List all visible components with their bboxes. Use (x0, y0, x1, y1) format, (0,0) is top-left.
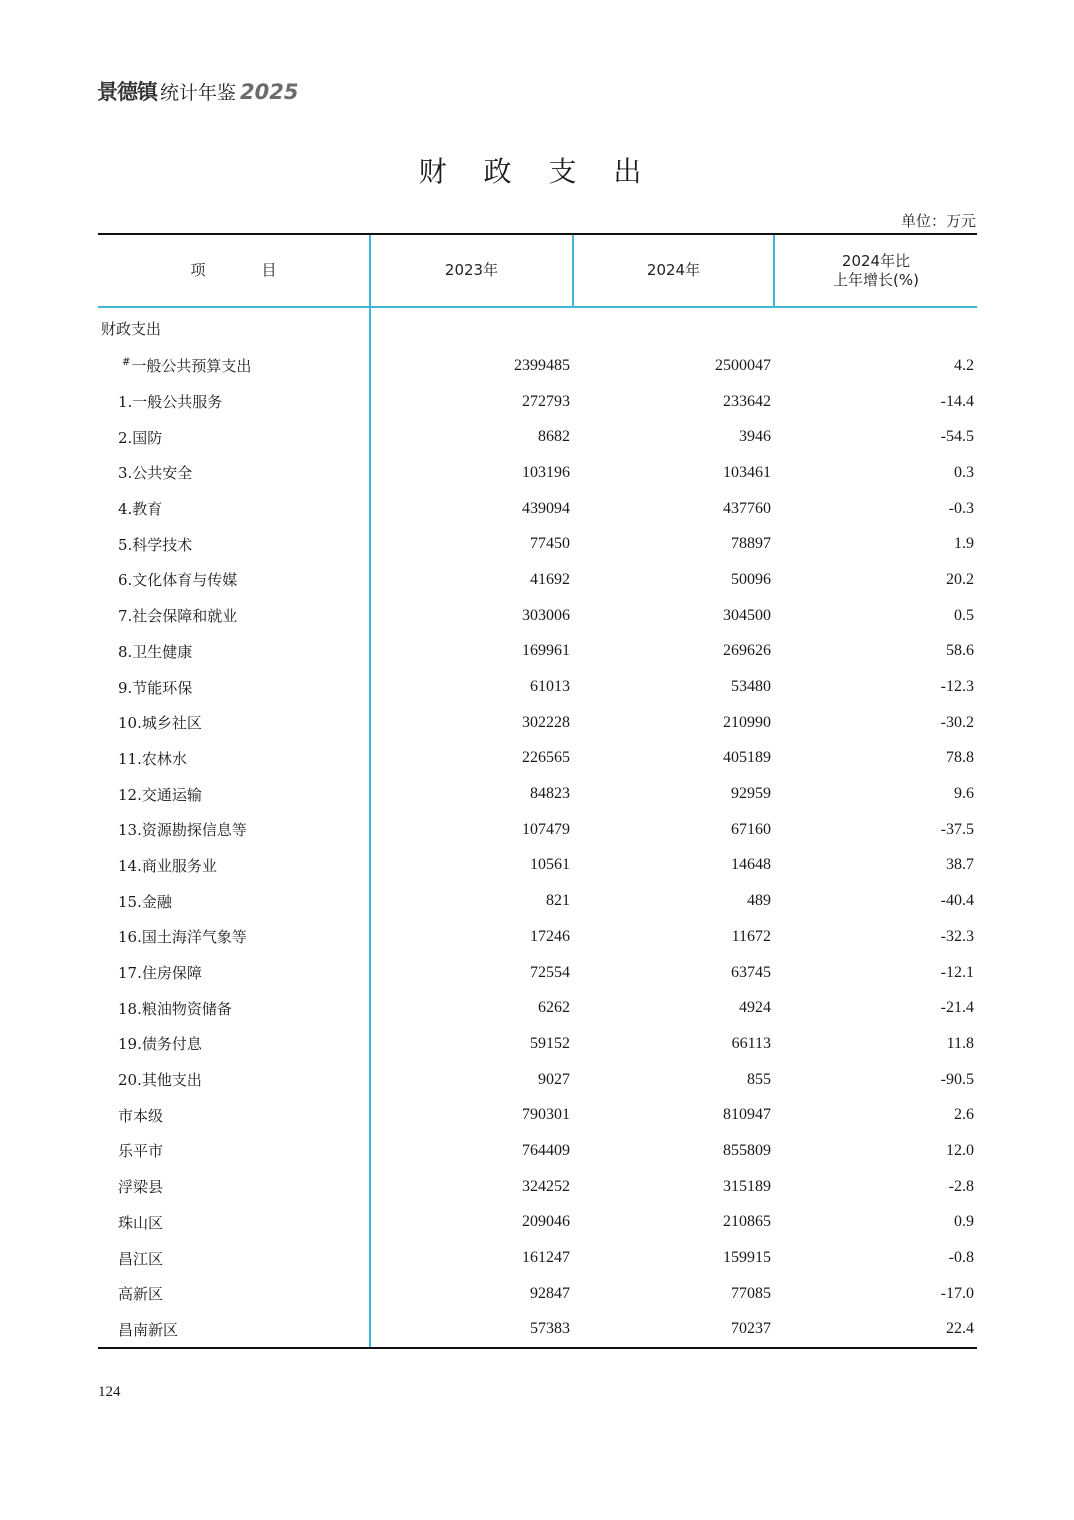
page-title: 财 政 支 出 (418, 155, 656, 188)
value-2023: 764409 (370, 1133, 573, 1169)
value-2024: 14648 (731, 856, 771, 874)
value-2023: 61013 (370, 669, 573, 705)
brand-city-name: 景德镇 (97, 80, 157, 104)
row-label (98, 491, 370, 527)
row-label (98, 919, 370, 955)
value-2024: 3946 (739, 428, 771, 446)
value-2024: 210865 (723, 1213, 771, 1231)
value-change: 12.0 (946, 1141, 974, 1159)
value-2023: 790301 (370, 1097, 573, 1133)
row-label-text: 17.住房保障 (118, 964, 202, 983)
table-row (98, 1133, 977, 1169)
table-row (98, 669, 977, 705)
column-header-change-line2: 上年增长(%) (833, 270, 919, 289)
value-2023: 77450 (370, 526, 573, 562)
value-2024: 11672 (731, 927, 771, 945)
table-row (98, 1312, 977, 1349)
table-row (98, 848, 977, 884)
row-label-text: 高新区 (118, 1285, 164, 1304)
row-label (98, 883, 370, 919)
table-row (98, 634, 977, 670)
row-label-text: 11.农林水 (118, 749, 187, 768)
value-change: 4.2 (954, 356, 974, 374)
page-number: 124 (98, 1384, 121, 1400)
row-label (98, 598, 370, 634)
section-row (98, 307, 977, 348)
table-row (98, 705, 977, 741)
table-row (98, 1026, 977, 1062)
row-label (98, 562, 370, 598)
table-row (98, 348, 977, 384)
table-row (98, 955, 977, 991)
row-label (98, 776, 370, 812)
table-row (98, 419, 977, 455)
row-label-text: 15.金融 (118, 892, 172, 911)
value-2024: 437760 (723, 499, 771, 517)
value-change: -12.1 (940, 963, 974, 981)
column-header-2024: 2024年 (573, 234, 774, 307)
row-label-text: 20.其他支出 (118, 1071, 202, 1090)
value-change: 58.6 (946, 642, 974, 660)
row-label-text: 8.卫生健康 (118, 642, 193, 661)
row-label (98, 741, 370, 777)
table-row (98, 1276, 977, 1312)
value-change: 0.9 (954, 1213, 974, 1231)
row-label (98, 634, 370, 670)
value-change: -90.5 (940, 1070, 974, 1088)
value-2024: 77085 (731, 1284, 771, 1302)
value-2023: 2399485 (370, 348, 573, 384)
value-2024: 66113 (731, 1034, 771, 1052)
row-label (98, 990, 370, 1026)
table-row (98, 562, 977, 598)
row-label (98, 1169, 370, 1205)
value-change: 38.7 (946, 856, 974, 874)
row-label (98, 1240, 370, 1276)
brand-book-name: 统计年鉴 (160, 82, 237, 104)
value-2024: 4924 (739, 999, 771, 1017)
value-2023: 6262 (370, 990, 573, 1026)
value-2023: 57383 (370, 1312, 573, 1349)
value-2024: 304500 (723, 606, 771, 624)
value-2023: 302228 (370, 705, 573, 741)
row-label-text: 7.社会保障和就业 (118, 607, 238, 626)
value-2023: 59152 (370, 1026, 573, 1062)
unit-label: 单位：万元 (900, 212, 976, 230)
table-row (98, 883, 977, 919)
row-label (98, 1097, 370, 1133)
row-label (98, 1026, 370, 1062)
table-header-row (98, 234, 977, 307)
value-change: -0.8 (948, 1249, 974, 1267)
value-2023: 107479 (370, 812, 573, 848)
column-header-change-line1: 2024年比 (841, 251, 911, 270)
value-2024: 210990 (723, 713, 771, 731)
row-label-text: 10.城乡社区 (118, 714, 202, 733)
row-label-text: 3.公共安全 (118, 464, 193, 483)
row-label (98, 1062, 370, 1098)
value-2024: 855 (747, 1070, 771, 1088)
row-label (98, 812, 370, 848)
value-2024: 810947 (723, 1106, 771, 1124)
table-row (98, 1062, 977, 1098)
value-2024: 2500047 (715, 356, 771, 374)
value-2023: 209046 (370, 1205, 573, 1241)
value-change: 1.9 (954, 535, 974, 553)
value-change: 22.4 (774, 1312, 977, 1349)
row-label (98, 955, 370, 991)
table-row (98, 990, 977, 1026)
value-2023: 821 (370, 883, 573, 919)
table-row (98, 812, 977, 848)
value-2023: 72554 (370, 955, 573, 991)
value-change: 0.5 (954, 606, 974, 624)
table-row (98, 1205, 977, 1241)
row-label-text: 市本级 (118, 1106, 164, 1125)
table-row (98, 526, 977, 562)
brand-year: 2025 (240, 80, 299, 104)
column-header-item (98, 234, 370, 307)
value-change: 11.8 (946, 1034, 974, 1052)
row-label (98, 1133, 370, 1169)
value-change: -40.4 (940, 892, 974, 910)
row-label (98, 705, 370, 741)
row-label-text: 9.节能环保 (118, 678, 193, 697)
expenditure-table (98, 233, 977, 1349)
row-label-text: 昌南新区 (118, 1320, 179, 1339)
yearbook-header (97, 76, 298, 104)
value-2023: 161247 (370, 1240, 573, 1276)
value-2023: 439094 (370, 491, 573, 527)
value-2023: 303006 (370, 598, 573, 634)
value-change: 2.6 (954, 1106, 974, 1124)
table-row (98, 491, 977, 527)
value-2023: 103196 (370, 455, 573, 491)
value-2024: 70237 (573, 1312, 774, 1349)
row-label-text: 16.国土海洋气象等 (118, 928, 247, 947)
value-2024: 405189 (723, 749, 771, 767)
row-label-text: 2.国防 (118, 428, 163, 447)
value-2023: 324252 (370, 1169, 573, 1205)
row-label-text: 4.教育 (118, 500, 163, 519)
value-2023: 272793 (370, 384, 573, 420)
row-label (98, 1312, 370, 1349)
row-label (98, 1276, 370, 1312)
table-row (98, 384, 977, 420)
column-header-item-b: 目 (261, 261, 277, 279)
value-2023: 9027 (370, 1062, 573, 1098)
value-2024: 269626 (723, 642, 771, 660)
table-row (98, 1240, 977, 1276)
value-2023: 41692 (370, 562, 573, 598)
value-2024: 315189 (723, 1177, 771, 1195)
table-row (98, 776, 977, 812)
table-row (98, 455, 977, 491)
table-row (98, 741, 977, 777)
row-label-text: 19.债务付息 (118, 1035, 202, 1054)
value-2024: 855809 (723, 1141, 771, 1159)
value-2024: 63745 (731, 963, 771, 981)
value-change: 0.3 (954, 463, 974, 481)
row-label (98, 455, 370, 491)
table-row (98, 1169, 977, 1205)
value-change: -54.5 (940, 428, 974, 446)
value-2023: 8682 (370, 419, 573, 455)
row-label (98, 1205, 370, 1241)
row-label-text: 浮梁县 (118, 1178, 164, 1197)
row-label (98, 848, 370, 884)
row-label (98, 669, 370, 705)
value-change: -21.4 (940, 999, 974, 1017)
column-header-2023: 2023年 (370, 234, 573, 307)
value-change: -30.2 (940, 713, 974, 731)
value-2023: 17246 (370, 919, 573, 955)
row-label-text: 13.资源勘探信息等 (118, 821, 247, 840)
value-2024: 67160 (731, 820, 771, 838)
value-2023: 84823 (370, 776, 573, 812)
row-label-text: 珠山区 (118, 1213, 164, 1232)
table-row (98, 1097, 977, 1133)
column-header-change (774, 234, 977, 307)
value-2024: 103461 (723, 463, 771, 481)
value-2023: 10561 (370, 848, 573, 884)
row-label-text: 昌江区 (118, 1249, 164, 1268)
row-label (98, 348, 370, 384)
value-change: -32.3 (940, 927, 974, 945)
row-label-text: 5.科学技术 (118, 535, 193, 554)
table-row (98, 919, 977, 955)
row-label-text: 14.商业服务业 (118, 856, 217, 875)
value-2024: 489 (747, 892, 771, 910)
value-change: 9.6 (954, 785, 974, 803)
value-change: -2.8 (948, 1177, 974, 1195)
row-label (98, 419, 370, 455)
row-label-text: 6.文化体育与传媒 (118, 571, 238, 590)
row-label-text: 18.粮油物资储备 (118, 999, 232, 1018)
value-change: -17.0 (940, 1284, 974, 1302)
value-change: 78.8 (946, 749, 974, 767)
value-change: -37.5 (940, 820, 974, 838)
value-2024: 50096 (731, 570, 771, 588)
value-2024: 92959 (731, 785, 771, 803)
value-2023: 169961 (370, 634, 573, 670)
section-label: 财政支出 (101, 319, 162, 338)
row-label-text: 12.交通运输 (118, 785, 202, 804)
table-row (98, 598, 977, 634)
value-2024: 233642 (723, 392, 771, 410)
value-change: -14.4 (940, 392, 974, 410)
value-change: -12.3 (940, 678, 974, 696)
column-header-item-a: 项 (190, 261, 206, 279)
value-2024: 78897 (731, 535, 771, 553)
value-2024: 159915 (723, 1249, 771, 1267)
row-label (98, 384, 370, 420)
row-label-text: 一般公共预算支出 (131, 357, 252, 376)
value-change: -0.3 (948, 499, 974, 517)
value-2023: 92847 (370, 1276, 573, 1312)
row-label-text: 1.一般公共服务 (118, 393, 223, 412)
value-2023: 226565 (370, 741, 573, 777)
row-label (98, 526, 370, 562)
row-prefix-mark: # (122, 357, 131, 369)
value-2024: 53480 (731, 678, 771, 696)
row-label-text: 乐平市 (118, 1142, 164, 1161)
value-change: 20.2 (946, 570, 974, 588)
